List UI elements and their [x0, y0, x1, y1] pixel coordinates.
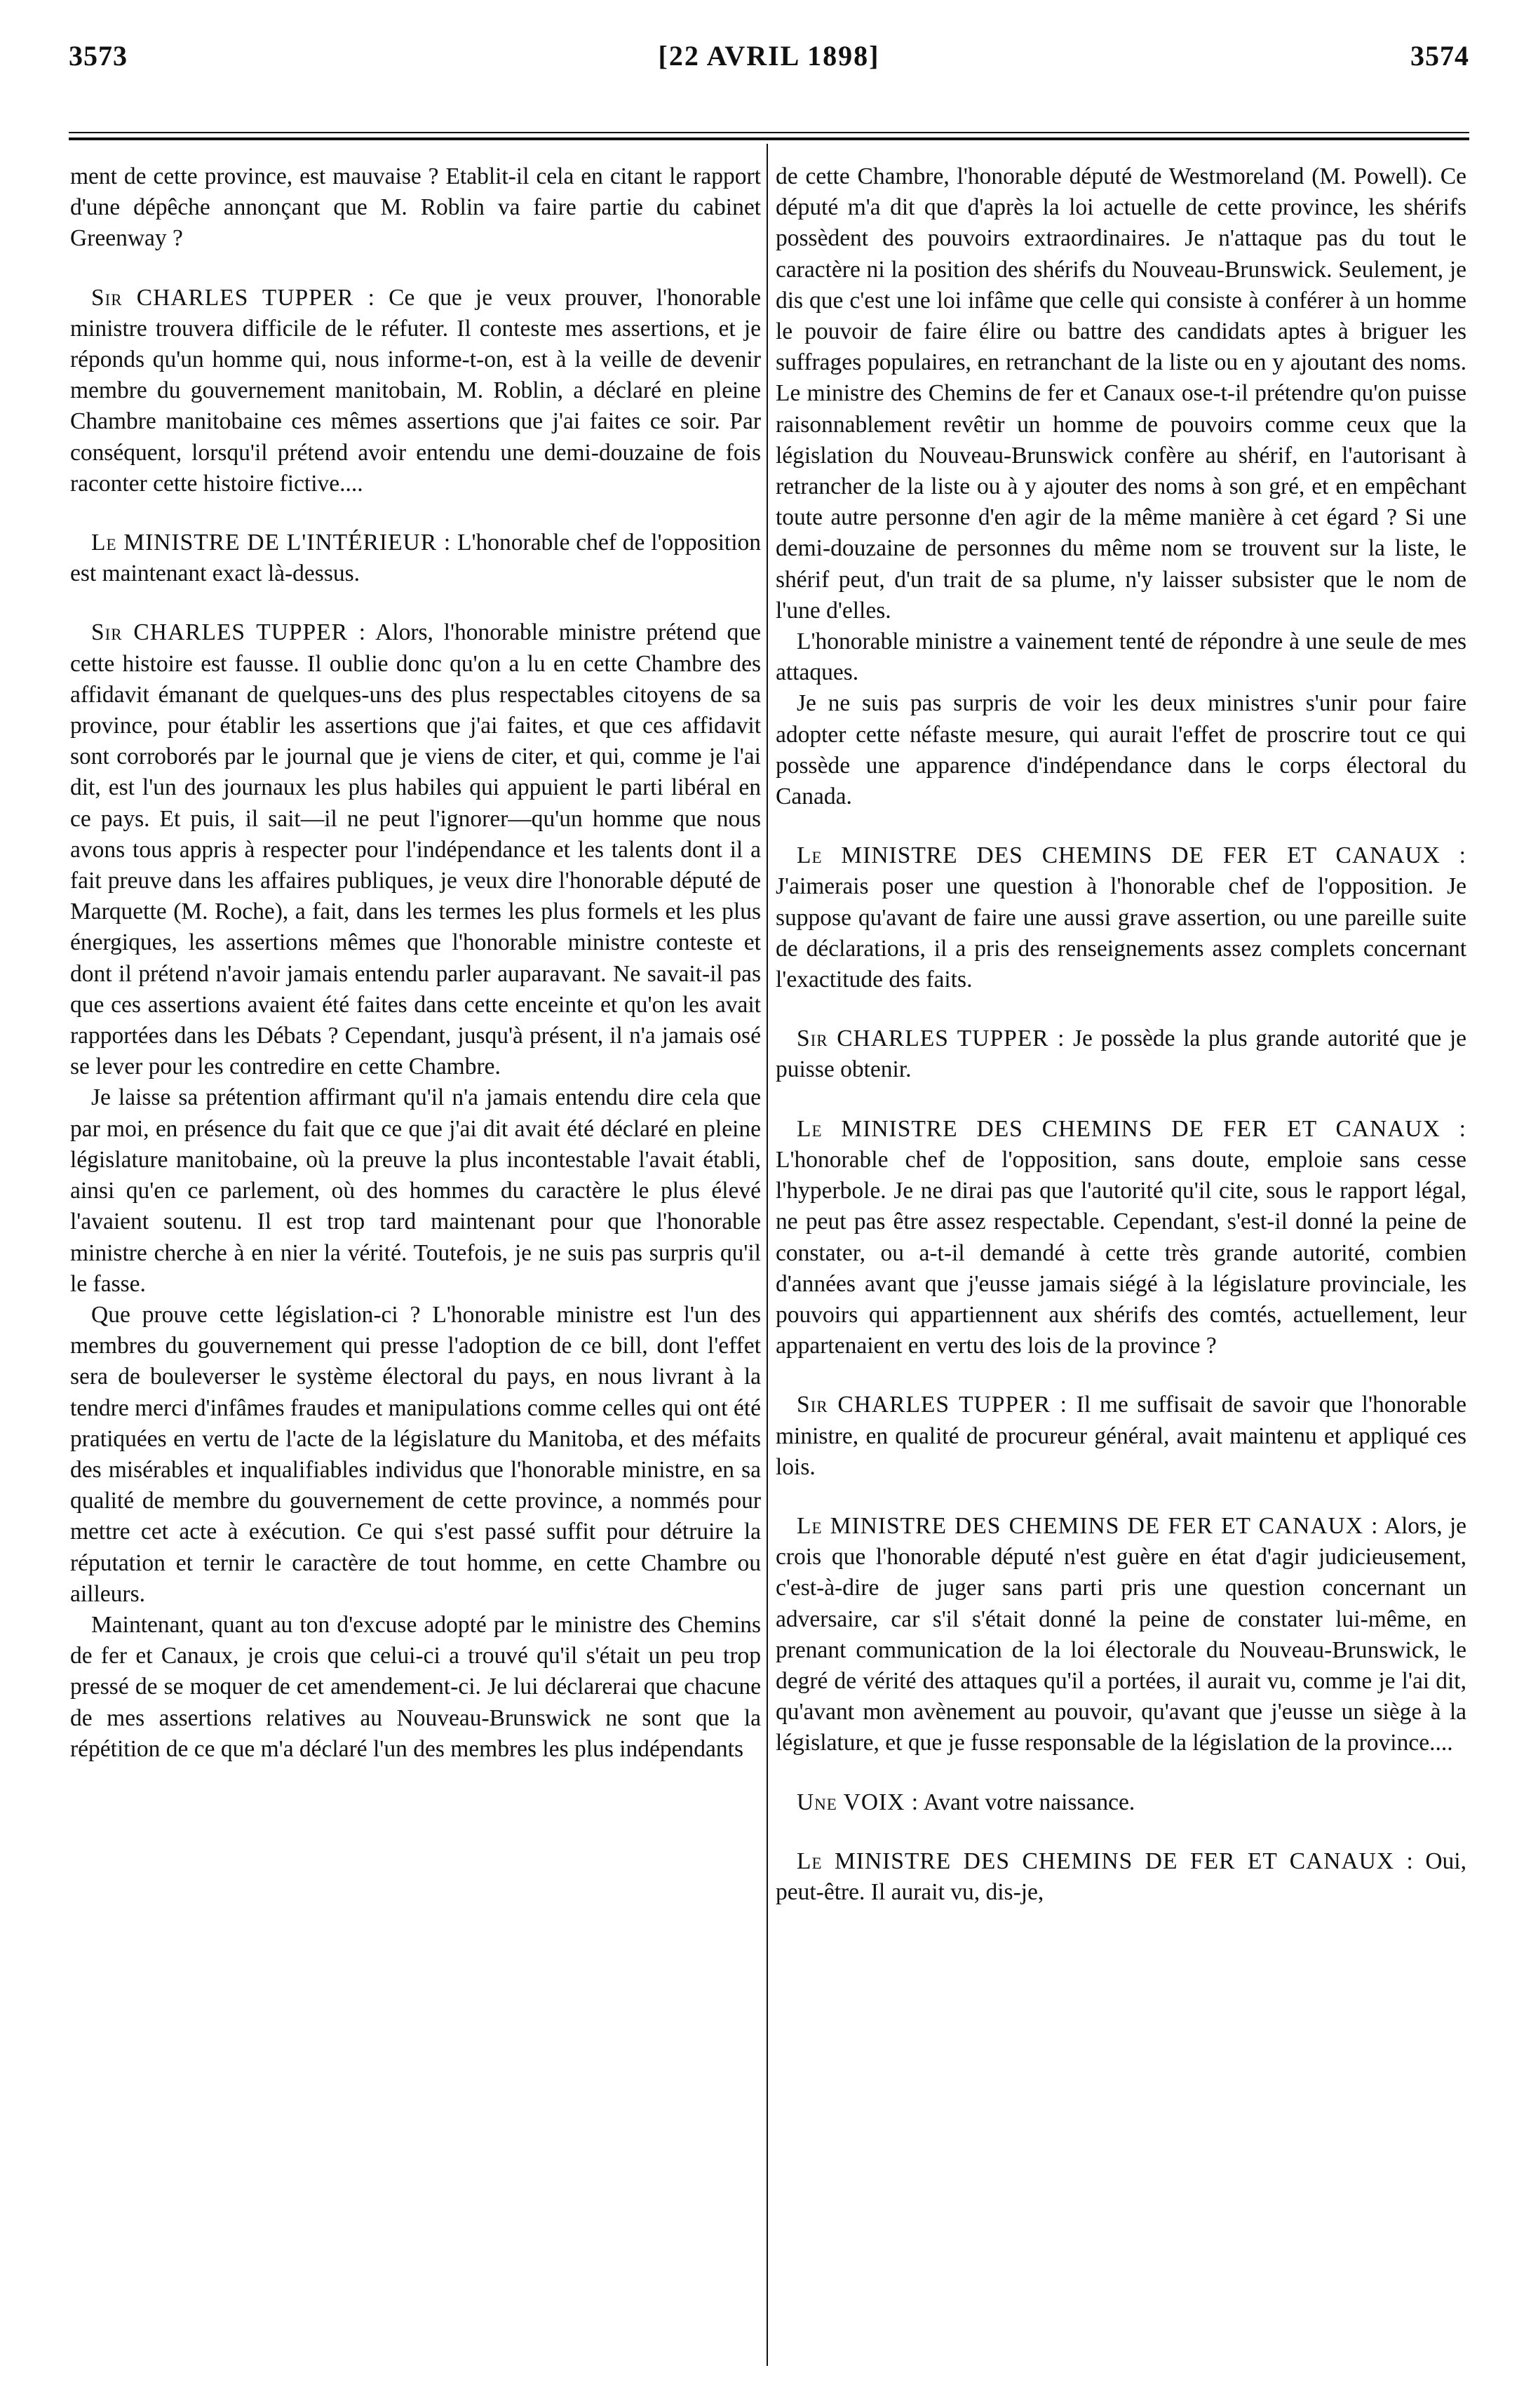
paragraph — [776, 161, 1466, 626]
speaker-name: Sir CHARLES TUPPER : — [797, 1025, 1065, 1052]
right-page-number: 3574 — [1410, 40, 1469, 72]
speech-paragraph — [776, 1390, 1466, 1483]
speech-text: L'honorable ministre a vainement tenté de répondre à une seule de mes attaques. — [776, 628, 1466, 686]
page-header — [69, 39, 1469, 95]
speaker-name: Une VOIX : — [797, 1789, 919, 1815]
speech-text: Il me suffisait de savoir que l'honorable ministre, en qualité de procureur général, avait maintenu et appliqué ces lois. — [776, 1392, 1466, 1480]
speech-text: Ce que je veux prouver, l'honorable ministre trouvera difficile de le réfuter. Il conteste mes assertions, et je réponds qu'un homme qui, nous informe-t-on, est à la veille de devenir membre du gouvernement manitobain, M. Roblin, a déclaré en pleine Chambre manitobaine ces mêmes assertions que j'ai faites ce soir. Par conséquent, lorsqu'il prétend avoir entendu une demi-douzaine de fois raconter cette histoire fictive.... — [70, 284, 761, 497]
header-rule-thick — [69, 137, 1469, 140]
paragraph — [776, 626, 1466, 688]
speech-text: Alors, l'honorable ministre prétend que cette histoire est fausse. Il oublie donc qu'on a lu en cette Chambre des affidavit émanant de quelques-uns des plus respectables citoyens de sa province, pour établir les assertions que j'ai faites, et que ces affidavit sont corroborés par le journal que je viens de citer, et qui, comme je l'ai dit, est l'un des journaux les plus habiles qui appuient le parti libéral en ce pays. Et puis, il sait—il ne peut l'ignorer—qu'un homme que nous avons tous appris à respecter pour l'indépendance et les talents dont il a fait preuve dans les affaires publiques, je veux dire l'honorable député de Marquette (M. Roche), a fait, dans les termes les plus formels et les plus énergiques, les assertions mêmes que l'honorable ministre conteste et dont il prétend n'avoir jamais entendu parler auparavant. Ne savait-il pas que ces assertions avaient été faites dans cette enceinte et qu'on les avait rapportées dans les Débats ? Cependant, jusqu'à présent, il n'a jamais osé se lever pour les contredire en cette Chambre. — [70, 619, 761, 1080]
paragraph — [776, 688, 1466, 812]
speech-text: J'aimerais poser une question à l'honorable chef de l'opposition. Je suppose qu'avant de faire une aussi grave assertion, ou une pareille suite de déclarations, il a pris des renseignements assez complets concernant l'exactitude des faits. — [776, 873, 1466, 993]
header-rule-thin — [69, 132, 1469, 133]
speech-paragraph — [70, 283, 761, 499]
speech-text: Je laisse sa prétention affirmant qu'il n'a jamais entendu dire cela que par moi, en présence du fait que ce que j'ai dit avait été déclaré en pleine législature manitobaine, où la preuve la plus incontestable l'avait établi, ainsi qu'en ce parlement, où des hommes du caractère le plus élevé l'avaient soutenu. Il est trop tard maintenant pour que l'honorable ministre cherche à en nier la vérité. Toutefois, je ne suis pas surpris qu'il le fasse. — [70, 1084, 761, 1297]
speech-text: Avant votre naissance. — [919, 1789, 1135, 1815]
speaker-name: Le MINISTRE DE L'INTÉRIEUR : — [91, 530, 452, 556]
session-date: [22 AVRIL 1898] — [658, 40, 880, 72]
speech-text: de cette Chambre, l'honorable député de Westmoreland (M. Powell). Ce député m'a dit que d'après la loi actuelle de cette province, les shérifs possèdent des pouvoirs extraordinaires. Je n'attaque pas du tout le caractère ni la position des shérifs du Nouveau-Brunswick. Seulement, je dis que c'est une loi infâme que celle qui consiste à conférer à un homme le pouvoir de faire élire ou battre des candidats aptes à briguer les suffrages populaires, en retranchant de la liste ou en y ajoutant des noms. Le ministre des Chemins de fer et Canaux ose-t-il prétendre qu'on puisse raisonnablement revêtir un homme de pouvoirs comme ceux que la législation du Nouveau-Brunswick confère au shérif, en l'autorisant à retrancher de la liste ou à y ajouter des noms à son gré, et en empêchant toute autre personne d'en agir de la même manière à cet égard ? Si une demi-douzaine de personnes du même nom se trouvent sur la liste, le shérif peut, d'un trait de sa plume, n'y laisser subsister que le nom de l'une d'elles. — [776, 163, 1466, 624]
speech-text: Oui, peut-être. Il aurait vu, dis-je, — [776, 1848, 1466, 1905]
speaker-name: Le MINISTRE DES CHEMINS DE FER ET CANAUX : — [797, 1512, 1379, 1539]
speech-paragraph — [70, 527, 761, 589]
paragraph — [70, 161, 761, 255]
paragraph — [70, 1082, 761, 1299]
speaker-name: Le MINISTRE DES CHEMINS DE FER ET CANAUX : — [797, 1115, 1466, 1142]
speech-paragraph — [776, 1787, 1466, 1818]
speaker-name: Sir CHARLES TUPPER : — [797, 1392, 1067, 1418]
right-column — [776, 161, 1466, 2352]
column-divider — [767, 144, 768, 2366]
speech-paragraph — [776, 1023, 1466, 1085]
speech-text: Que prouve cette législation-ci ? L'honorable ministre est l'un des membres du gouvernement qui presse l'adoption de ce bill, dont l'effet sera de bouleverser le système électoral du pays, en nous livrant à la tendre merci d'infâmes fraudes et manipulations comme celles qui ont été pratiquées en vertu de l'acte de la législature du Manitoba, et des méfaits des misérables et inqualifiables individus que l'honorable ministre, en sa qualité de membre du gouvernement de cette province, a nommés pour mettre cet acte à exécution. Ce qui s'est passé suffit pour détruire la réputation et ternir le caractère de tout homme, en cette Chambre ou ailleurs. — [70, 1301, 761, 1607]
speech-paragraph — [70, 617, 761, 1082]
speech-text: Je possède la plus grande autorité que je puisse obtenir. — [776, 1025, 1466, 1083]
paragraph — [70, 1610, 761, 1765]
left-column — [70, 161, 761, 2352]
speech-text: Maintenant, quant au ton d'excuse adopté par le ministre des Chemins de fer et Canaux, je crois que celui-ci a trouvé qu'il s'était un peu trop pressé de se moquer de cet amendement-ci. Je lui déclarerai que chacune de mes assertions relatives au Nouveau-Brunswick ne sont que la répétition de ce que m'a déclaré l'un des membres les plus indépendants — [70, 1611, 761, 1762]
speech-text: L'honorable chef de l'opposition est maintenant exact là-dessus. — [70, 530, 761, 587]
speech-text: Alors, je crois que l'honorable député n'est guère en état d'agir judicieusement, c'est-à-dire de juger sans parti pris une question concernant un adversaire, car s'il s'était donné la peine de constater lui-même, en prenant communication de la loi électorale du Nouveau-Brunswick, le degré de vérité des attaques qu'il a portées, il aurait vu, comme je l'ai dit, qu'avant mon avènement au pouvoir, qu'avant que j'eusse un siège à la législature, et que je fusse responsable de la législation de la province.... — [776, 1512, 1466, 1756]
speaker-name: Le MINISTRE DES CHEMINS DE FER ET CANAUX : — [797, 1848, 1414, 1874]
left-page-number: 3573 — [69, 40, 128, 72]
speaker-name: Le MINISTRE DES CHEMINS DE FER ET CANAUX : — [797, 842, 1466, 869]
speaker-name: Sir CHARLES TUPPER : — [91, 284, 375, 311]
speech-text: ment de cette province, est mauvaise ? Etablit-il cela en citant le rapport d'une dépêche annonçant que M. Roblin va faire partie du cabinet Greenway ? — [70, 163, 761, 252]
speech-text: Je ne suis pas surpris de voir les deux ministres s'unir pour faire adopter cette néfaste mesure, qui aurait l'effet de proscrire tout ce qui possède une apparence d'indépendance dans le corps électoral du Canada. — [776, 690, 1466, 810]
speaker-name: Sir CHARLES TUPPER : — [91, 619, 367, 646]
paragraph — [70, 1300, 761, 1610]
speech-paragraph — [776, 1511, 1466, 1759]
speech-paragraph — [776, 1846, 1466, 1908]
speech-paragraph — [776, 1114, 1466, 1362]
speech-text: L'honorable chef de l'opposition, sans doute, emploie sans cesse l'hyperbole. Je ne dirai pas que l'autorité qu'il cite, sous le rapport légal, ne peut pas être assez respectable. Cependant, s'est-il donné la peine de constater, ou a-t-il demandé à cette très grande autorité, combien d'années avant que j'eusse jamais siégé à la législature provinciale, les pouvoirs qui appartiennent aux shérifs des comtés, actuellement, leur appartenaient en vertu des lois de la province ? — [776, 1146, 1466, 1359]
speech-paragraph — [776, 840, 1466, 995]
